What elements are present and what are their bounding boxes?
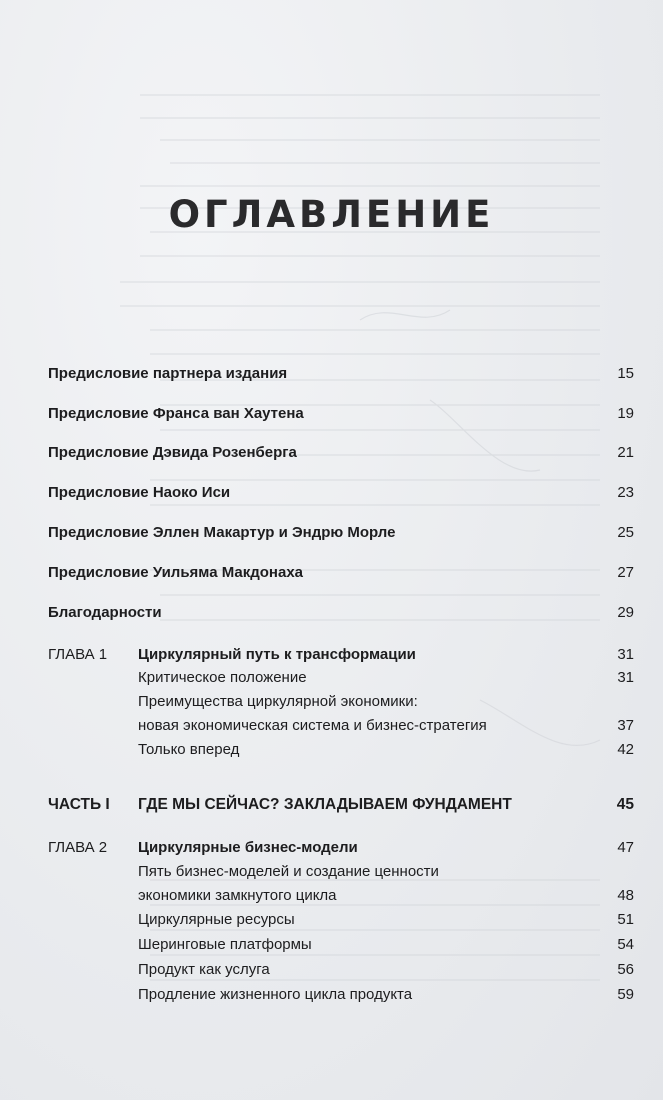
subentry-title: Продление жизненного цикла продукта bbox=[138, 986, 413, 1003]
toc-entry-title: Предисловие Дэвида Розенберга bbox=[48, 444, 297, 461]
toc-entry-title: Благодарности bbox=[48, 604, 162, 621]
subentry-title: новая экономическая система и бизнес-стратегия bbox=[138, 717, 487, 734]
toc-entry-title: Предисловие партнера издания bbox=[48, 365, 288, 382]
subentry-title: Продукт как услуга bbox=[138, 961, 270, 978]
subentry-title: Пять бизнес-моделей и создание ценности bbox=[138, 863, 439, 880]
part-label: ЧАСТЬ I bbox=[48, 796, 110, 813]
toc-entry-title: Предисловие Уильяма Макдонаха bbox=[48, 564, 304, 581]
toc-entry-title: Предисловие Эллен Макартур и Эндрю Морле bbox=[48, 524, 396, 541]
subentry-page: 42 bbox=[617, 741, 634, 758]
subentry-title: Шеринговые платформы bbox=[138, 936, 312, 953]
toc-entry-page: 27 bbox=[617, 564, 634, 581]
subentry-title: Преимущества циркулярной экономики: bbox=[138, 693, 418, 710]
subentry-title: Циркулярные ресурсы bbox=[138, 911, 295, 928]
subentry-page: 59 bbox=[617, 986, 634, 1003]
subentry-page: 37 bbox=[617, 717, 634, 734]
subentry-page: 54 bbox=[617, 936, 634, 953]
toc-entry-title: Предисловие Франса ван Хаутена bbox=[48, 405, 304, 422]
part-title: ГДЕ МЫ СЕЙЧАС? ЗАКЛАДЫВАЕМ ФУНДАМЕНТ bbox=[138, 796, 512, 813]
chapter-label: ГЛАВА 2 bbox=[48, 839, 108, 856]
subentry-title: Только вперед bbox=[138, 741, 240, 758]
chapter-title: Циркулярный путь к трансформации bbox=[138, 646, 416, 663]
subentry-title: экономики замкнутого цикла bbox=[138, 887, 337, 904]
subentry-page: 51 bbox=[617, 911, 634, 928]
part-page: 45 bbox=[616, 796, 634, 813]
toc-entry-title: Предисловие Наоко Иси bbox=[48, 484, 231, 501]
chapter-page: 47 bbox=[617, 839, 634, 856]
toc-entry-page: 21 bbox=[617, 444, 634, 461]
chapter-label: ГЛАВА 1 bbox=[48, 646, 108, 663]
subentry-page: 56 bbox=[617, 961, 634, 978]
subentry-page: 48 bbox=[617, 887, 634, 904]
toc-entry-page: 29 bbox=[617, 604, 634, 621]
chapter-title: Циркулярные бизнес-модели bbox=[138, 839, 358, 856]
page-title: ОГЛАВЛЕНИЕ bbox=[168, 193, 495, 236]
toc-entry-page: 15 bbox=[617, 365, 634, 382]
toc-entry-page: 25 bbox=[617, 524, 634, 541]
toc-entry-page: 23 bbox=[617, 484, 634, 501]
chapter-page: 31 bbox=[617, 646, 634, 663]
subentry-page: 31 bbox=[617, 669, 634, 686]
toc-entry-page: 19 bbox=[617, 405, 634, 422]
subentry-title: Критическое положение bbox=[138, 669, 307, 686]
